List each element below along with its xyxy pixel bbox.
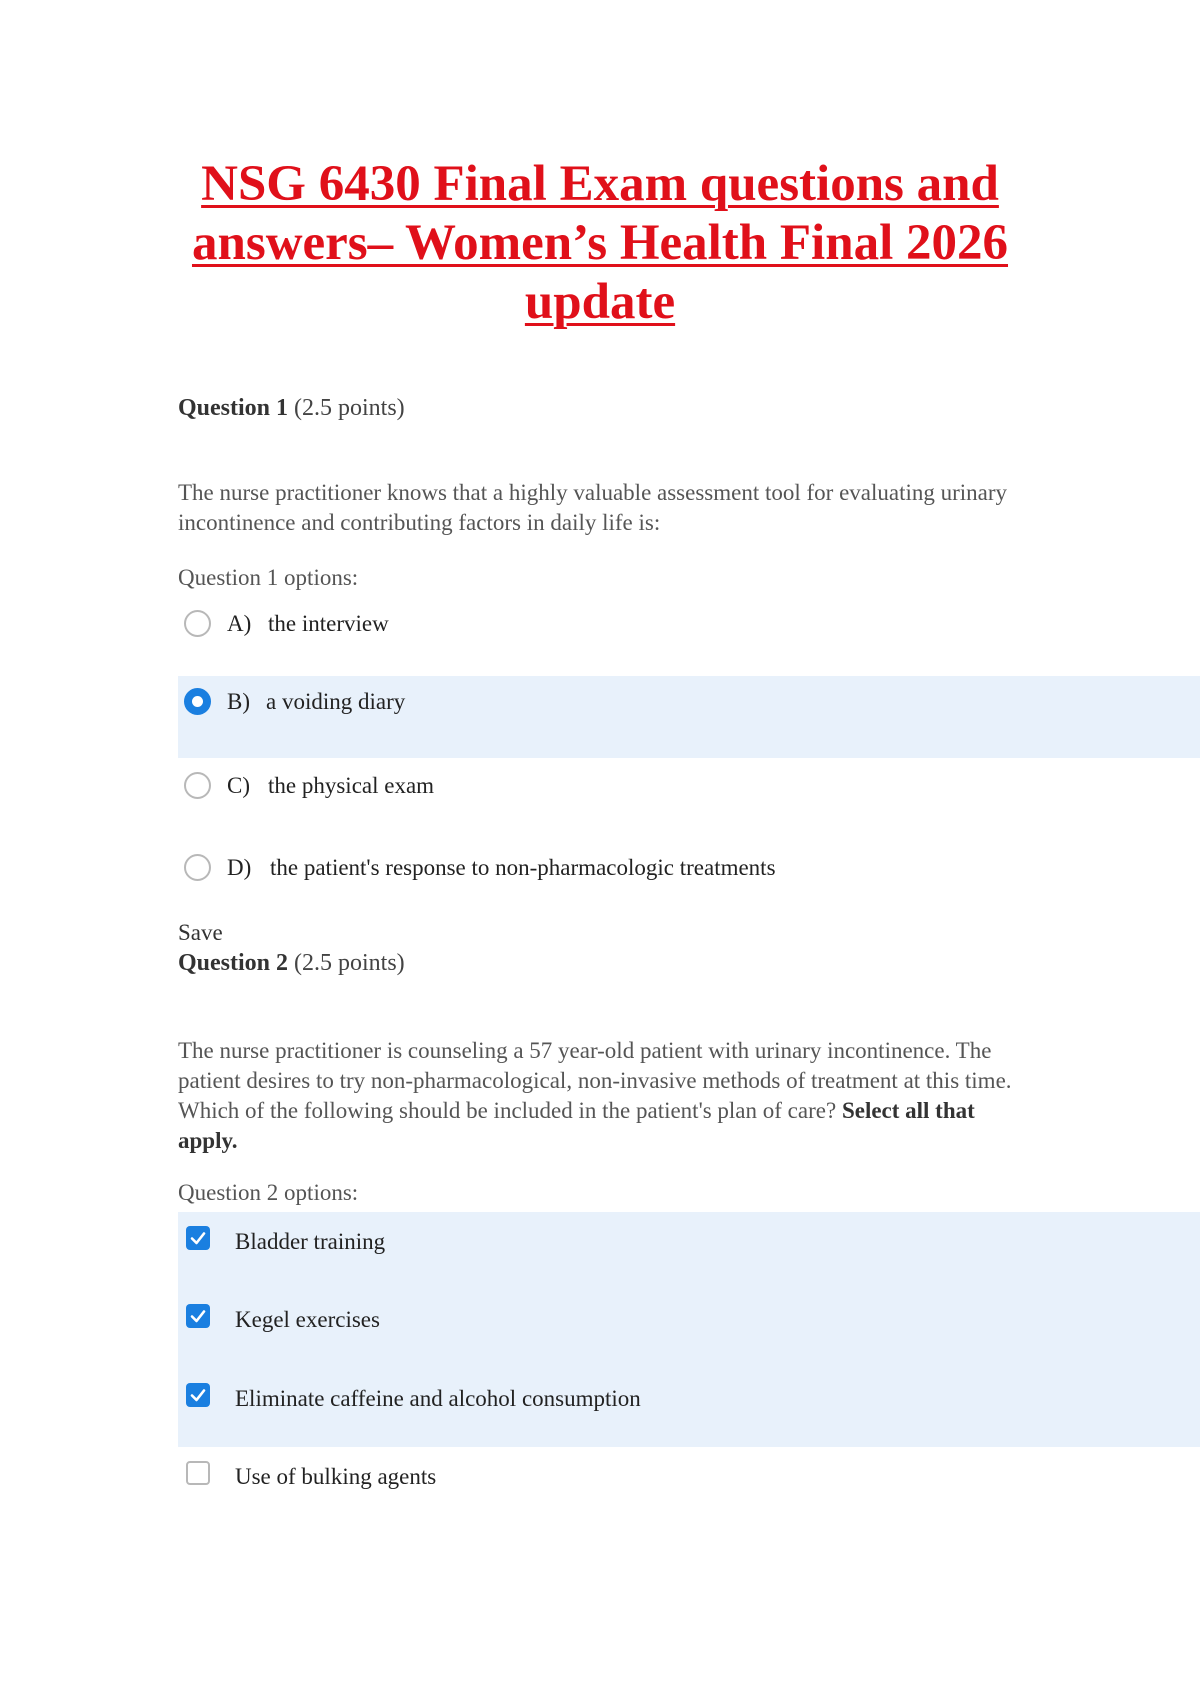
option-text: Kegel exercises: [235, 1307, 380, 1332]
option-text: a voiding diary: [266, 689, 406, 714]
option-text: Eliminate caffeine and alcohol consumption: [235, 1386, 641, 1411]
check-icon: [189, 1307, 207, 1325]
option-text: the patient's response to non-pharmacologic treatments: [270, 855, 776, 880]
question-2-option-1[interactable]: [178, 1216, 1200, 1288]
page-title: [150, 155, 1050, 332]
checkbox-checked[interactable]: [186, 1304, 210, 1328]
save-button[interactable]: Save: [178, 920, 223, 945]
option-text: the physical exam: [268, 773, 435, 798]
question-1-points: (2.5 points): [294, 395, 405, 421]
option-text: Bladder training: [235, 1229, 386, 1254]
option-text: the interview: [268, 611, 389, 636]
title-line-1: NSG 6430 Final Exam questions and: [201, 156, 999, 212]
question-1-option-c[interactable]: [178, 760, 1200, 842]
question-1-header: [178, 395, 405, 422]
question-1-option-b[interactable]: [178, 676, 1200, 758]
option-text: Use of bulking agents: [235, 1464, 437, 1489]
radio-button[interactable]: [184, 610, 211, 637]
check-icon: [189, 1229, 207, 1247]
title-line-2: answers– Women’s Health Final 2026: [191, 215, 1009, 271]
question-2-points: (2.5 points): [294, 950, 405, 976]
question-1-label: Question 1: [178, 395, 289, 421]
option-letter: D): [227, 855, 252, 880]
question-2-option-4[interactable]: [178, 1451, 1200, 1523]
radio-button[interactable]: [184, 772, 211, 799]
radio-button-selected[interactable]: [184, 688, 211, 715]
question-2-header: [178, 950, 405, 977]
option-letter: C): [227, 773, 250, 798]
question-2-options-label: Question 2 options:: [178, 1180, 359, 1205]
question-1-options-label: Question 1 options:: [178, 565, 359, 590]
question-1-option-a[interactable]: [178, 598, 1200, 680]
question-2-label: Question 2: [178, 950, 289, 976]
question-2-emphasis: Select all that apply.: [178, 1098, 975, 1153]
option-letter: A): [227, 611, 252, 636]
radio-button[interactable]: [184, 854, 211, 881]
title-line-3: update: [524, 274, 676, 330]
option-letter: B): [227, 689, 250, 714]
question-1-text: The nurse practitioner knows that a highly valuable assessment tool for evaluating urinary incontinence and contributing factors in daily life is:: [178, 480, 1008, 535]
check-icon: [189, 1386, 207, 1404]
checkbox-checked[interactable]: [186, 1226, 210, 1250]
question-2-text: [178, 1036, 1018, 1156]
checkbox-checked[interactable]: [186, 1383, 210, 1407]
checkbox-unchecked[interactable]: [186, 1461, 210, 1485]
question-2-option-3[interactable]: [178, 1373, 1200, 1445]
question-1-option-d[interactable]: [178, 842, 1200, 924]
question-2-body: The nurse practitioner is counseling a 57 year-old patient with urinary incontinence. The patient desires to try non-pharmacological, non-invasive methods of treatment at this time. Which of the following should be included in the patient's plan of care?: [178, 1038, 1012, 1123]
question-2-option-2[interactable]: [178, 1294, 1200, 1366]
